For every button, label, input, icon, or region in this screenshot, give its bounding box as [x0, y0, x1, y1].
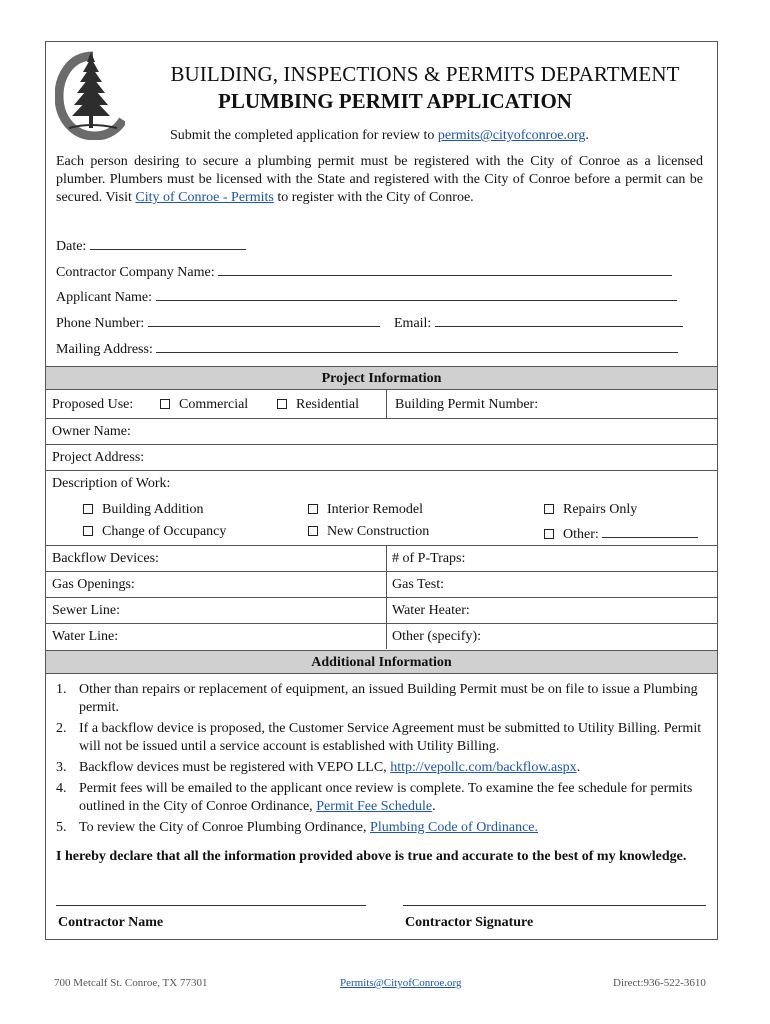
company-field[interactable] [56, 262, 672, 281]
commercial-label: Commercial [179, 397, 249, 412]
date-field[interactable] [56, 236, 246, 255]
vepo-backflow-link[interactable]: http://vepollc.com/backflow.aspx [390, 760, 577, 775]
form-title: PLUMBING PERMIT APPLICATION [218, 89, 572, 113]
building-addition-option[interactable] [83, 502, 204, 518]
contractor-signature-label: Contractor Signature [405, 915, 534, 930]
contractor-name-label: Contractor Name [58, 915, 164, 930]
gas-openings-field[interactable]: Gas Openings: [52, 577, 135, 592]
contractor-name-line[interactable] [56, 905, 366, 906]
proposed-use-label: Proposed Use: [52, 397, 134, 412]
company-line[interactable] [218, 262, 672, 276]
list-number: 4. [56, 781, 67, 796]
residential-checkbox[interactable] [277, 399, 287, 409]
change-occupancy-label: Change of Occupancy [102, 524, 227, 539]
row-line [46, 597, 717, 598]
submit-text: Submit the completed application for review to [170, 128, 438, 143]
list-text: Permit fees will be emailed to the applicant once review is complete. To examine the fee schedule for permits outlined in the City of Conroe Ordinance, [79, 781, 693, 814]
backflow-devices-field[interactable]: Backflow Devices: [52, 551, 159, 566]
company-label: Contractor Company Name: [56, 265, 215, 280]
email-field[interactable] [394, 313, 683, 332]
phone-field[interactable] [56, 313, 380, 332]
permits-email-link[interactable]: permits@cityofconroe.org [437, 128, 586, 143]
project-information-heading: Project Information [46, 366, 717, 390]
footer-address: 700 Metcalf St. Conroe, TX 77301 [54, 977, 208, 989]
list-text: If a backflow device is proposed, the Customer Service Agreement must be submitted to Utility Billing. Permit will not be issued until a service account is established with Utility Billing. [79, 721, 702, 754]
list-text-end: . [432, 799, 436, 814]
permits-page-link[interactable]: City of Conroe - Permits [135, 190, 274, 205]
residential-option[interactable] [277, 397, 359, 413]
plumbing-code-link[interactable]: Plumbing Code of Ordinance. [370, 820, 539, 835]
owner-name-field[interactable]: Owner Name: [52, 424, 131, 439]
repairs-only-checkbox[interactable] [544, 504, 554, 514]
building-addition-checkbox[interactable] [83, 504, 93, 514]
list-text: To review the City of Conroe Plumbing Ordinance, [79, 820, 371, 835]
contractor-signature-line[interactable] [403, 905, 706, 906]
project-address-field[interactable]: Project Address: [52, 450, 145, 465]
new-construction-label: New Construction [327, 524, 430, 539]
list-text: Backflow devices must be registered with VEPO LLC, [79, 760, 391, 775]
list-text-end: . [576, 760, 581, 775]
submit-instructions [170, 128, 589, 144]
additional-info-list [56, 681, 706, 840]
change-occupancy-option[interactable] [83, 524, 226, 540]
interior-remodel-option[interactable] [308, 502, 423, 518]
other-specify-field[interactable]: Other (specify): [392, 629, 482, 644]
building-addition-label: Building Addition [102, 502, 204, 517]
repairs-only-label: Repairs Only [563, 502, 638, 517]
list-item [56, 681, 706, 717]
list-text: Other than repairs or replacement of equipment, an issued Building Permit must be on file to issue a Plumbing permit. [79, 682, 698, 715]
declaration-statement: I hereby declare that all the information provided above is true and accurate to the best of my knowledge. [56, 849, 687, 864]
gas-test-field[interactable]: Gas Test: [392, 577, 445, 592]
water-heater-field[interactable]: Water Heater: [392, 603, 470, 618]
interior-remodel-checkbox[interactable] [308, 504, 318, 514]
permit-fee-schedule-link[interactable]: Permit Fee Schedule [316, 799, 433, 814]
mailing-address-field[interactable] [56, 339, 678, 358]
residential-label: Residential [296, 397, 359, 412]
email-line[interactable] [435, 313, 683, 327]
row-line [46, 623, 717, 624]
other-work-checkbox[interactable] [544, 529, 554, 539]
row-line [46, 545, 717, 546]
repairs-only-option[interactable] [544, 502, 637, 518]
email-label: Email: [394, 316, 432, 331]
list-item [56, 759, 706, 777]
list-number: 2. [56, 721, 67, 736]
department-title: BUILDING, INSPECTIONS & PERMITS DEPARTMENT [170, 62, 680, 86]
commercial-option[interactable] [160, 397, 248, 413]
other-work-line[interactable] [602, 524, 698, 538]
additional-information-heading: Additional Information [46, 650, 717, 674]
applicant-name-field[interactable] [56, 287, 677, 306]
list-item [56, 819, 706, 837]
intro-text: Each person desiring to secure a plumbing permit must be registered with the City of Conroe as a licensed plumber. Plumbers must be licensed with the State and registered with the City of Conroe before a permit can be secured. Visit [56, 154, 703, 205]
row-divider [386, 390, 387, 418]
water-line-field[interactable]: Water Line: [52, 629, 119, 644]
building-permit-number-field[interactable]: Building Permit Number: [395, 397, 539, 412]
row-line [46, 418, 717, 419]
mailing-address-label: Mailing Address: [56, 342, 153, 357]
interior-remodel-label: Interior Remodel [327, 502, 424, 517]
row-line [46, 571, 717, 572]
new-construction-checkbox[interactable] [308, 526, 318, 536]
city-of-conroe-logo [55, 48, 125, 140]
mailing-address-line[interactable] [156, 339, 678, 353]
intro-text-end: to register with the City of Conroe. [273, 190, 474, 205]
list-item [56, 720, 706, 756]
change-occupancy-checkbox[interactable] [83, 526, 93, 536]
sewer-line-field[interactable]: Sewer Line: [52, 603, 121, 618]
new-construction-option[interactable] [308, 524, 429, 540]
list-item [56, 780, 706, 816]
commercial-checkbox[interactable] [160, 399, 170, 409]
intro-paragraph [56, 153, 703, 207]
submit-period: . [585, 128, 589, 143]
description-of-work-label: Description of Work: [52, 476, 171, 491]
phone-line[interactable] [148, 313, 380, 327]
applicant-name-line[interactable] [156, 287, 677, 301]
date-label: Date: [56, 239, 87, 254]
p-traps-field[interactable]: # of P-Traps: [392, 551, 466, 566]
date-line[interactable] [90, 236, 246, 250]
other-work-option[interactable] [544, 524, 698, 543]
phone-label: Phone Number: [56, 316, 145, 331]
list-number: 5. [56, 820, 67, 835]
row-line [46, 470, 717, 471]
applicant-name-label: Applicant Name: [56, 290, 153, 305]
footer-email-link[interactable]: Permits@CityofConroe.org [340, 977, 462, 989]
list-number: 1. [56, 682, 67, 697]
list-number: 3. [56, 760, 67, 775]
other-work-label: Other: [563, 527, 599, 542]
footer-phone: Direct:936-522-3610 [613, 977, 706, 989]
row-line [46, 444, 717, 445]
